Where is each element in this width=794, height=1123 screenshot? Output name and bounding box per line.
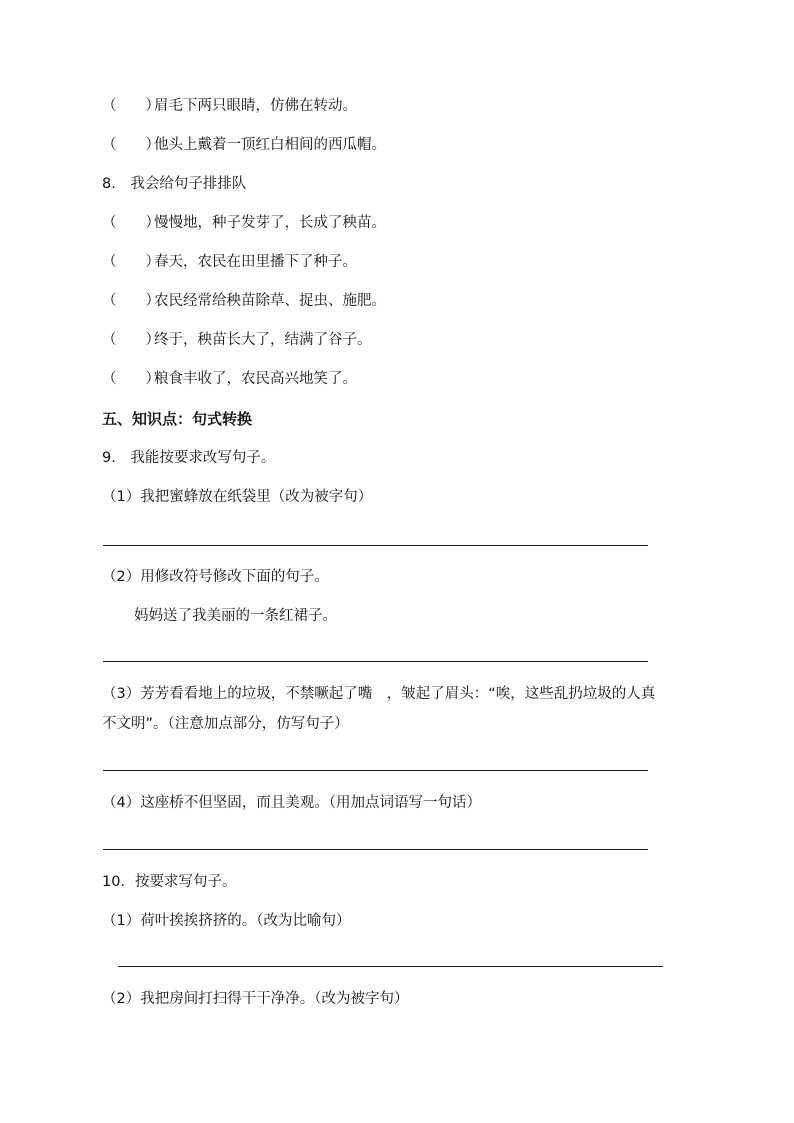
item-text: 终于，秧苗长大了，结满了谷子。 [154, 332, 372, 348]
answer-line[interactable] [103, 849, 648, 850]
q8-title: 8. 我会给句子排排队 [102, 176, 247, 192]
answer-line[interactable] [103, 661, 648, 662]
answer-blank[interactable]: （ ） [102, 254, 160, 270]
q8-item-5 [102, 369, 357, 389]
q10-title: 10．按要求写句子。 [102, 874, 237, 890]
item-text: 眉毛下两只眼睛，仿佛在转动。 [154, 98, 357, 114]
item-text: 春天，农民在田里播下了种子。 [154, 254, 357, 270]
q8-item-1 [102, 213, 386, 233]
item-text: 他头上戴着一顶红白相间的西瓜帽。 [154, 137, 386, 153]
q9-part-4: （4）这座桥不但坚固，而且美观。（用加点词语写一句话） [102, 795, 481, 811]
q7-item-2 [102, 135, 386, 155]
answer-line[interactable] [103, 545, 648, 546]
answer-blank[interactable]: （ ） [102, 215, 160, 231]
q9-part-2-sentence: 妈妈送了我美丽的一条红裙子。 [134, 608, 337, 624]
q9-part-1: （1）我把蜜蜂放在纸袋里（改为被字句） [102, 489, 373, 505]
answer-blank[interactable]: （ ） [102, 137, 160, 153]
q8-item-3 [102, 291, 386, 311]
answer-blank[interactable]: （ ） [102, 293, 160, 309]
answer-line[interactable] [103, 770, 648, 771]
section-title: 五、知识点：句式转换 [102, 410, 253, 428]
q9-title: 9. 我能按要求改写句子。 [102, 450, 276, 466]
item-text: 慢慢地，种子发芽了，长成了秧苗。 [154, 215, 386, 231]
q9-part-2: （2）用修改符号修改下面的句子。 [102, 569, 329, 585]
answer-line[interactable] [118, 966, 663, 967]
q10-part-2: （2）我把房间打扫得干干净净。（改为被字句） [102, 991, 409, 1007]
q7-item-1 [102, 96, 357, 116]
answer-blank[interactable]: （ ） [102, 98, 160, 114]
q9-part-3-line-1: （3）芳芳看看地上的垃圾，不禁噘起了嘴 ，皱起了眉头：“唉，这些乱扔垃圾的人真 [102, 686, 656, 702]
item-text: 粮食丰收了，农民高兴地笑了。 [154, 371, 357, 387]
q9-part-3-line-2: 不文明”。（注意加点部分，仿写句子） [102, 716, 349, 732]
q8-item-2 [102, 252, 357, 272]
answer-blank[interactable]: （ ） [102, 371, 160, 387]
answer-blank[interactable]: （ ） [102, 332, 160, 348]
q8-item-4 [102, 330, 372, 350]
item-text: 农民经常给秧苗除草、捉虫、施肥。 [154, 293, 386, 309]
q10-part-1: （1）荷叶挨挨挤挤的。（改为比喻句） [102, 913, 351, 929]
